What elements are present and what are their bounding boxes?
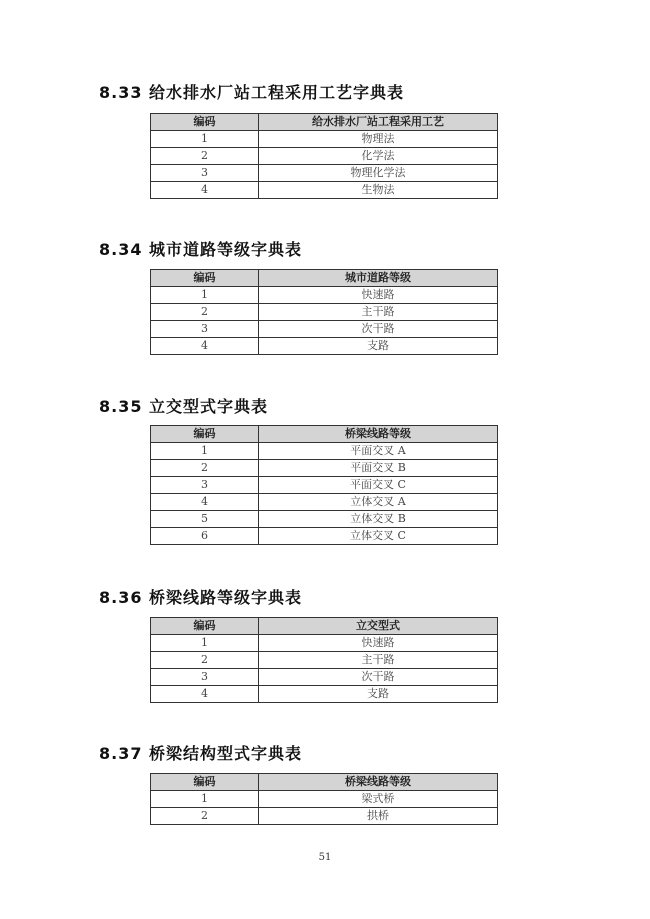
cell-value: 主干路 [259, 652, 498, 669]
table-row [151, 304, 498, 321]
dict-table [150, 113, 498, 199]
table-row [151, 494, 498, 511]
header-value: 桥梁线路等级 [259, 426, 498, 443]
cell-value: 次干路 [259, 321, 498, 338]
section-title: 8.34 城市道路等级字典表 [99, 240, 303, 259]
cell-code: 3 [151, 477, 259, 494]
cell-code: 3 [151, 669, 259, 686]
cell-value: 平面交叉 A [259, 443, 498, 460]
table-row [151, 165, 498, 182]
table-row [151, 131, 498, 148]
table-row [151, 477, 498, 494]
header-code: 编码 [151, 618, 259, 635]
table-row [151, 669, 498, 686]
cell-code: 5 [151, 511, 259, 528]
cell-code: 4 [151, 686, 259, 703]
cell-value: 主干路 [259, 304, 498, 321]
cell-code: 6 [151, 528, 259, 545]
table-row [151, 511, 498, 528]
table-row [151, 808, 498, 825]
cell-value: 化学法 [259, 148, 498, 165]
header-value: 给水排水厂站工程采用工艺 [259, 114, 498, 131]
table-row [151, 338, 498, 355]
dict-table [150, 773, 498, 825]
table-row [151, 686, 498, 703]
cell-value: 次干路 [259, 669, 498, 686]
cell-value: 立体交叉 C [259, 528, 498, 545]
cell-value: 平面交叉 C [259, 477, 498, 494]
header-code: 编码 [151, 774, 259, 791]
cell-value: 物理化学法 [259, 165, 498, 182]
cell-code: 3 [151, 165, 259, 182]
cell-value: 快速路 [259, 287, 498, 304]
section-title: 8.37 桥梁结构型式字典表 [99, 744, 303, 763]
table-row [151, 528, 498, 545]
cell-code: 2 [151, 652, 259, 669]
cell-code: 1 [151, 635, 259, 652]
table-row [151, 652, 498, 669]
cell-code: 4 [151, 182, 259, 199]
table-row [151, 287, 498, 304]
cell-code: 3 [151, 321, 259, 338]
cell-value: 立体交叉 A [259, 494, 498, 511]
page-number: 51 [318, 852, 332, 863]
table-row [151, 443, 498, 460]
cell-value: 拱桥 [259, 808, 498, 825]
table-row [151, 791, 498, 808]
cell-code: 2 [151, 304, 259, 321]
header-code: 编码 [151, 426, 259, 443]
section-title: 8.35 立交型式字典表 [99, 397, 269, 416]
table-row [151, 182, 498, 199]
table-row [151, 148, 498, 165]
table-row [151, 321, 498, 338]
dict-table [150, 617, 498, 703]
dict-table [150, 269, 498, 355]
cell-code: 1 [151, 443, 259, 460]
cell-code: 4 [151, 494, 259, 511]
table-row [151, 635, 498, 652]
section-title: 8.33 给水排水厂站工程采用工艺字典表 [99, 83, 405, 102]
dict-table [150, 425, 498, 545]
cell-value: 平面交叉 B [259, 460, 498, 477]
header-code: 编码 [151, 270, 259, 287]
header-value: 桥梁线路等级 [259, 774, 498, 791]
cell-value: 物理法 [259, 131, 498, 148]
cell-value: 立体交叉 B [259, 511, 498, 528]
cell-value: 快速路 [259, 635, 498, 652]
table-row [151, 460, 498, 477]
cell-code: 1 [151, 791, 259, 808]
header-code: 编码 [151, 114, 259, 131]
cell-value: 梁式桥 [259, 791, 498, 808]
section-title: 8.36 桥梁线路等级字典表 [99, 588, 303, 607]
cell-value: 支路 [259, 686, 498, 703]
cell-code: 2 [151, 148, 259, 165]
header-value: 立交型式 [259, 618, 498, 635]
cell-value: 生物法 [259, 182, 498, 199]
cell-code: 1 [151, 131, 259, 148]
cell-code: 2 [151, 808, 259, 825]
cell-code: 2 [151, 460, 259, 477]
cell-code: 1 [151, 287, 259, 304]
header-value: 城市道路等级 [259, 270, 498, 287]
cell-code: 4 [151, 338, 259, 355]
cell-value: 支路 [259, 338, 498, 355]
